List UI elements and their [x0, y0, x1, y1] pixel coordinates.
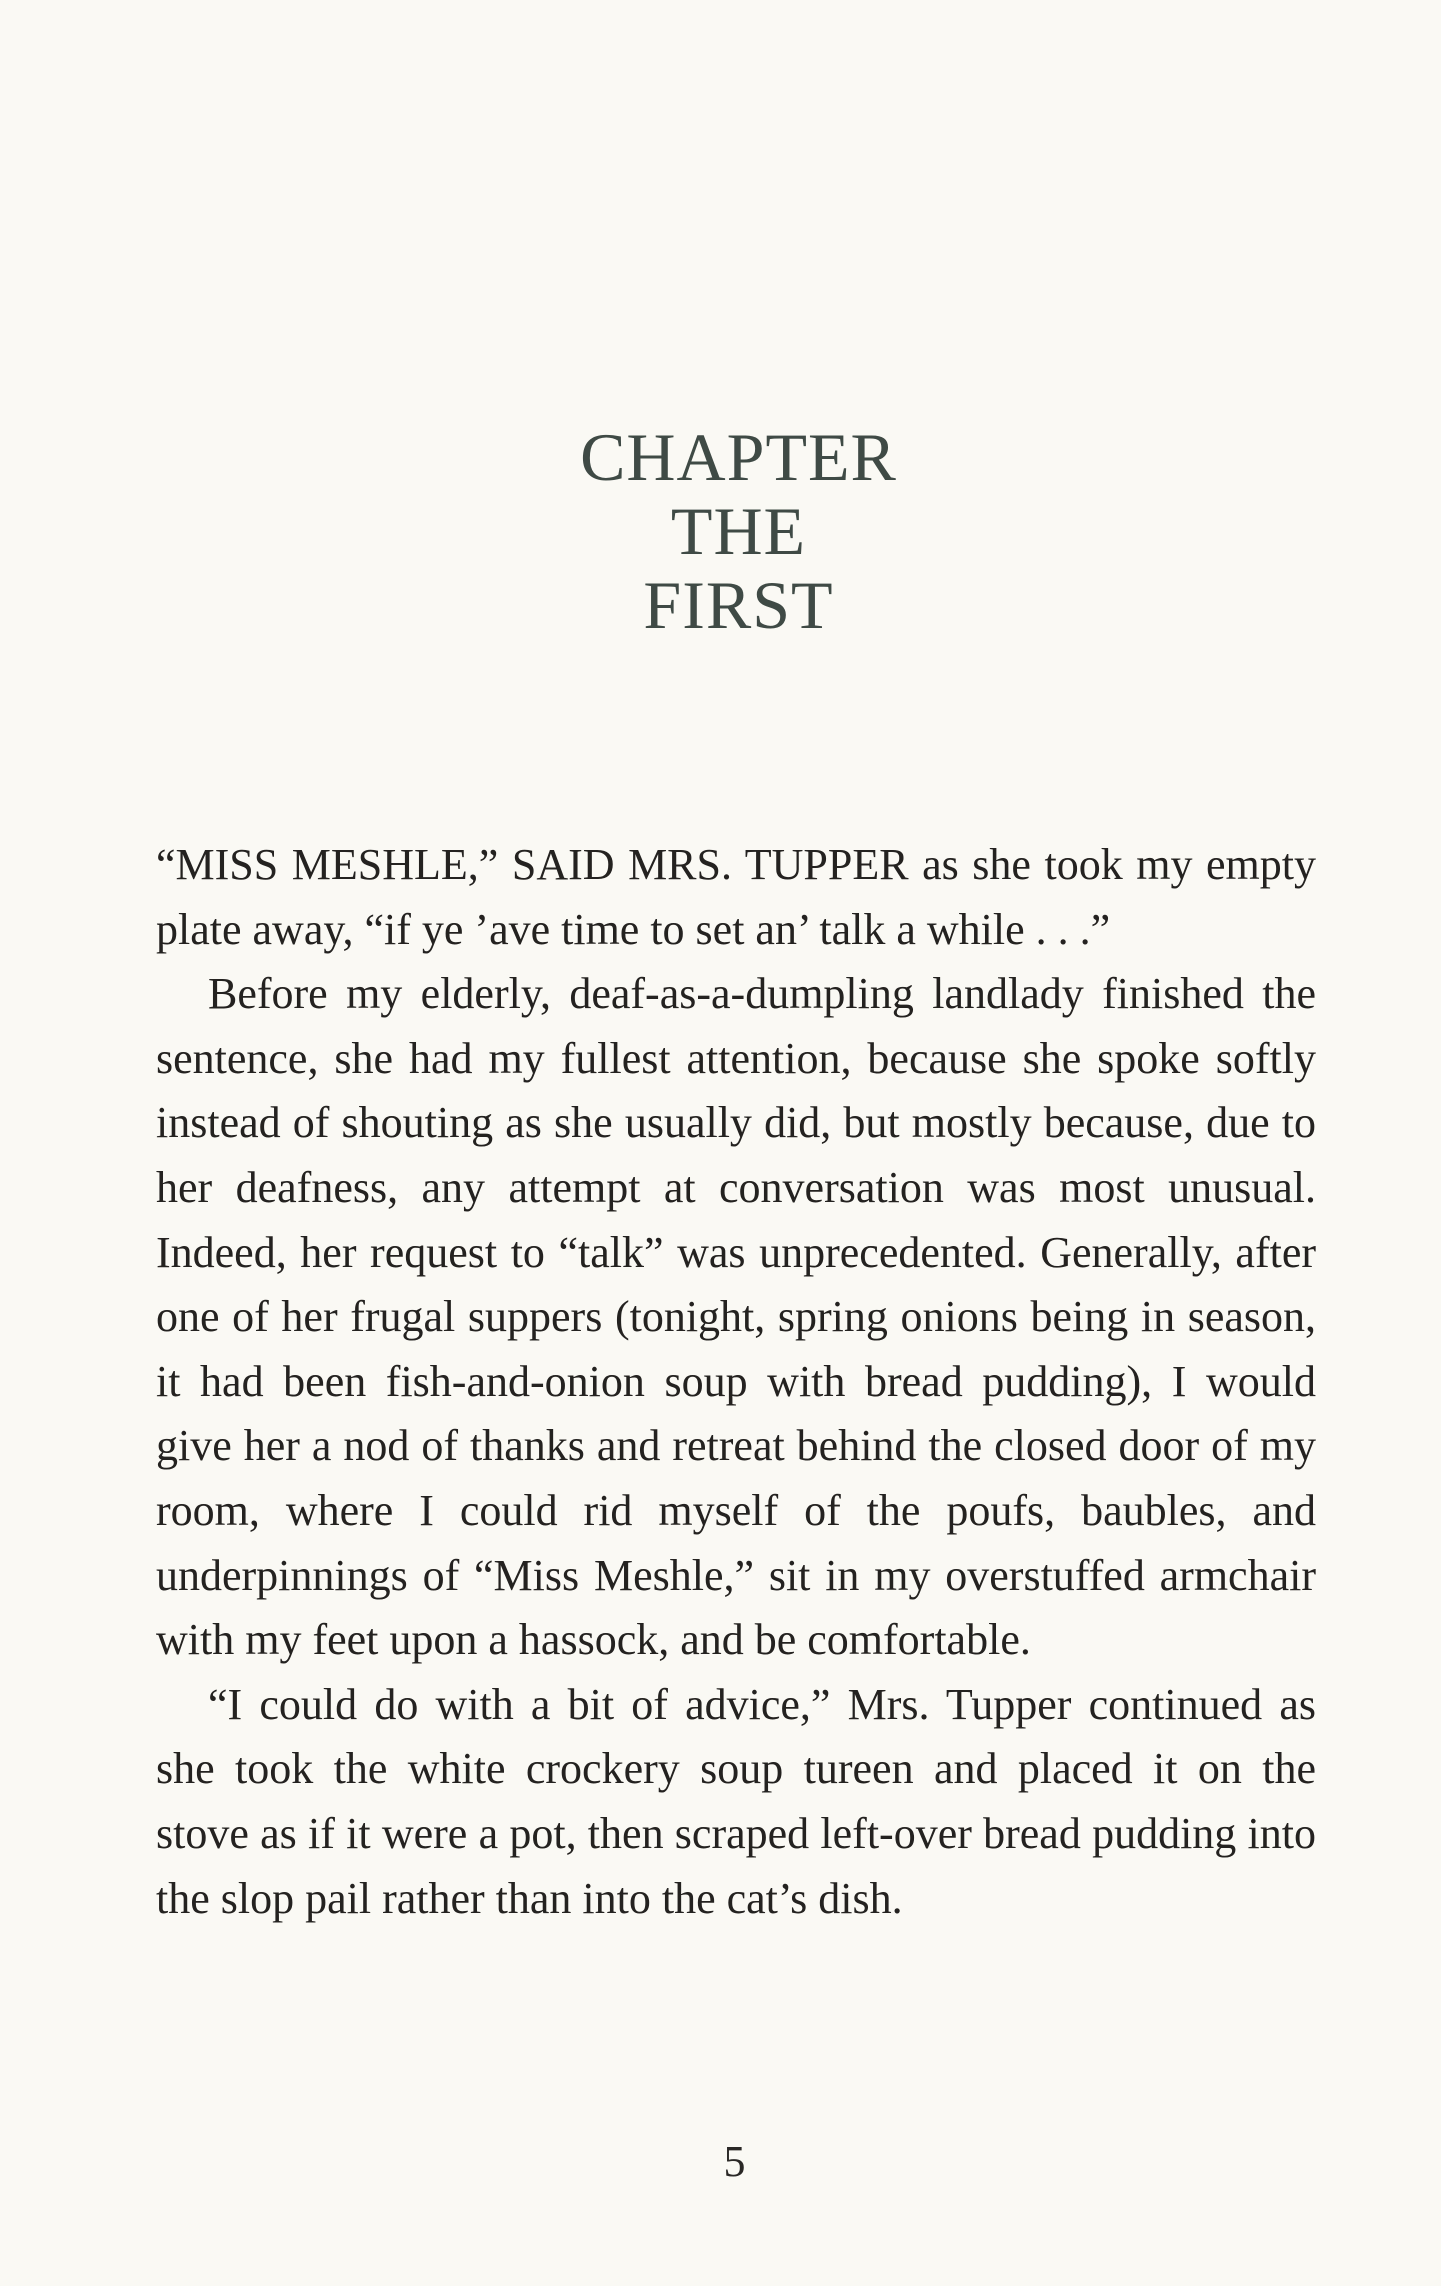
chapter-body-text [156, 833, 1316, 1931]
page-number-label: 5 [723, 2137, 746, 2186]
page-number [0, 2137, 1441, 2187]
chapter-heading-line-3: FIRST [643, 567, 834, 643]
chapter-heading [0, 420, 1441, 642]
paragraph: Before my elderly, deaf-as-a-dumpling landlady finished the sentence, she had my fullest attention, because she spoke softly instead of shouting as she usually did, but mostly because, due to her deafness, any attempt at conversation was most unusual. Indeed, her request to “talk” was unprecedented. Generally, after one of her frugal suppers (tonight, spring onions being in season, it had been fish-and-onion soup with bread pudding), I would give her a nod of thanks and retreat behind the closed door of my room, where I could rid myself of the poufs, baubles, and underpinnings of “Miss Meshle,” sit in my overstuffed armchair with my feet upon a hassock, and be comfortable. [156, 969, 1316, 1665]
paragraph: “I could do with a bit of advice,” Mrs. Tupper continued as she took the white crockery soup tureen and placed it on the stove as if it were a pot, then scraped left-over bread pudding into the slop pail rather than into the cat’s dish. [156, 1679, 1316, 1923]
chapter-heading-line-1: CHAPTER [580, 419, 897, 495]
paragraph-opening: “MISS MESHLE,” SAID MRS. TUPPER as she took my empty plate away, “if ye ’ave time to set an’ talk a while . . .” [156, 840, 1316, 954]
chapter-heading-line-2: THE [670, 493, 807, 569]
